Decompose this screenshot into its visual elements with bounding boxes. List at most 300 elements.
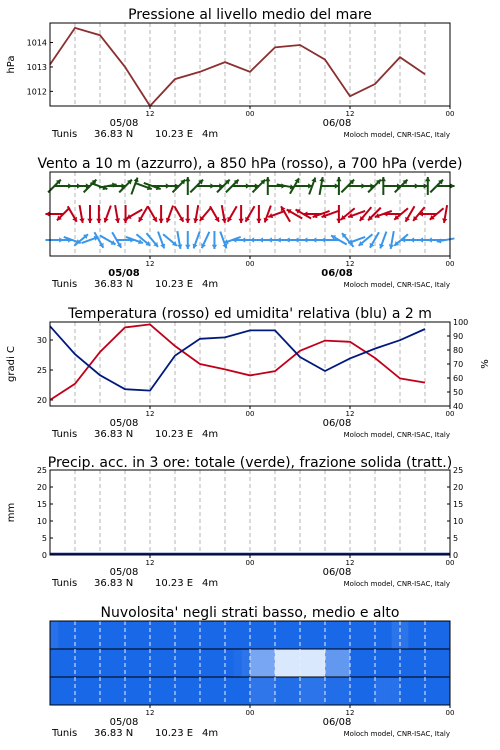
y-tick-label: 1014 — [26, 38, 47, 48]
cloud-cell-alto — [108, 621, 117, 649]
time-tick-label: 00 — [245, 410, 255, 418]
panel-title: Nuvolosita' negli strati basso, medio e alto — [100, 605, 400, 621]
cloud-cell-alto — [400, 621, 409, 649]
arrow-head — [256, 219, 261, 223]
wind-10m-arrow — [185, 231, 190, 249]
location-lat: 36.83 N — [94, 429, 134, 440]
cloud-cell-medio — [383, 649, 392, 677]
arrow-head — [259, 237, 263, 242]
cloud-cell-medio — [342, 649, 351, 677]
cloud-cell-basso — [275, 677, 284, 705]
time-tick-label: 12 — [145, 410, 155, 418]
cloud-cell-medio — [292, 649, 301, 677]
cloud-cell-medio — [142, 649, 151, 677]
y-axis-label: hPa — [6, 55, 17, 74]
cloud-cell-medio — [100, 649, 109, 677]
arrow-head — [294, 237, 298, 242]
cloud-cell-alto — [100, 621, 109, 649]
cloud-cell-alto — [392, 621, 401, 649]
cloud-cell-medio — [58, 649, 67, 677]
cloud-cell-alto — [50, 621, 59, 649]
location-lon: 10.23 E — [155, 429, 194, 440]
y-tick-label: 25 — [36, 366, 47, 375]
wind-850hpa-arrow — [200, 207, 212, 221]
cloud-cell-alto — [217, 621, 226, 649]
y-right-tick-label: 0 — [453, 551, 459, 560]
time-tick-label: 00 — [245, 559, 255, 567]
cloud-cell-basso — [408, 677, 417, 705]
time-tick-label: 00 — [245, 709, 255, 717]
wind-700hpa-arrow — [294, 183, 312, 188]
arrow-head — [45, 211, 49, 216]
y-tick-label: 1012 — [26, 87, 47, 97]
cloud-cell-basso — [233, 677, 242, 705]
wind-10m-arrow — [342, 233, 354, 247]
arrow-head — [185, 177, 190, 181]
cloud-cell-medio — [258, 649, 267, 677]
cloud-cell-alto — [58, 621, 67, 649]
location-lat: 36.83 N — [94, 279, 134, 290]
cloud-cell-basso — [383, 677, 392, 705]
wind-850hpa-arrow — [87, 205, 92, 223]
y-right-tick-label: 70 — [453, 360, 464, 369]
time-tick-label: 12 — [345, 709, 355, 717]
wind-850hpa-arrow — [158, 205, 163, 223]
arrow-head — [212, 245, 217, 249]
time-tick-label: 00 — [445, 559, 455, 567]
date-label: 06/08 — [322, 418, 352, 429]
cloud-cell-alto — [92, 621, 101, 649]
cloud-cell-alto — [225, 621, 234, 649]
y-right-tick-label: 60 — [453, 374, 464, 383]
time-tick-label: 12 — [145, 110, 155, 118]
cloud-cell-basso — [242, 677, 251, 705]
arrow-head — [336, 177, 341, 181]
y-right-tick-label: 10 — [453, 517, 464, 526]
cloud-cell-basso — [283, 677, 292, 705]
arrow-head — [158, 219, 163, 223]
cloud-cell-medio — [242, 649, 251, 677]
wind-850hpa-arrow — [341, 208, 355, 220]
cloud-cell-alto — [283, 621, 292, 649]
arrow-head — [250, 237, 254, 242]
cloud-cell-basso — [392, 677, 401, 705]
wind-850hpa-arrow — [256, 205, 261, 223]
date-label: 05/08 — [109, 118, 139, 129]
pressure-line — [50, 28, 425, 106]
cloud-cell-basso — [250, 677, 259, 705]
cloud-cell-basso — [142, 677, 151, 705]
arrow-head — [425, 177, 430, 181]
cloud-cell-basso — [417, 677, 426, 705]
cloud-cell-alto — [75, 621, 84, 649]
cloud-cell-basso — [325, 677, 334, 705]
cloud-cell-basso — [400, 677, 409, 705]
arrow-head — [303, 237, 307, 242]
humidity-line — [50, 326, 425, 390]
y-right-tick-label: 15 — [453, 500, 464, 509]
cloud-cell-basso — [183, 677, 192, 705]
cloud-cell-basso — [58, 677, 67, 705]
cloud-cell-basso — [125, 677, 134, 705]
cloud-cell-medio — [325, 649, 334, 677]
y-right-tick-label: 25 — [453, 466, 464, 475]
location-name: Tunis — [52, 429, 78, 440]
source-credit: Moloch model, CNR-ISAC, Italy — [343, 580, 450, 588]
cloud-cell-medio — [333, 649, 342, 677]
cloud-cell-alto — [242, 621, 251, 649]
wind-10m-arrow — [389, 231, 394, 249]
wind-850hpa-arrow — [185, 205, 190, 223]
cloud-cell-alto — [175, 621, 184, 649]
arrow-head — [285, 237, 289, 242]
wind-850hpa-arrow — [123, 205, 128, 223]
cloud-cell-medio — [442, 649, 451, 677]
cloud-cell-medio — [358, 649, 367, 677]
y-tick-label: 10 — [36, 517, 47, 526]
wind-10m-arrow — [193, 232, 200, 249]
cloud-cell-alto — [317, 621, 326, 649]
location-lon: 10.23 E — [155, 279, 194, 290]
arrow-head — [232, 237, 236, 242]
cloud-cell-medio — [400, 649, 409, 677]
cloud-cell-medio — [250, 649, 259, 677]
wind-700hpa-arrow — [185, 177, 190, 195]
y-tick-label: 30 — [36, 336, 47, 345]
cloud-cell-medio — [392, 649, 401, 677]
arrow-head — [96, 219, 101, 223]
cloud-cell-alto — [133, 621, 142, 649]
wind-850hpa-arrow — [281, 206, 290, 222]
cloud-cell-medio — [308, 649, 317, 677]
y-right-tick-label: 5 — [453, 534, 459, 543]
cloud-cell-medio — [150, 649, 159, 677]
cloud-cell-basso — [425, 677, 434, 705]
cloud-cell-medio — [425, 649, 434, 677]
y-tick-label: 5 — [41, 534, 47, 543]
panel-title: Vento a 10 m (azzurro), a 850 hPa (rosso), a 700 hPa (verde) — [37, 156, 463, 172]
cloud-cell-alto — [300, 621, 309, 649]
wind-850hpa-arrow — [210, 206, 219, 222]
date-label: 05/08 — [109, 418, 139, 429]
cloud-cell-medio — [92, 649, 101, 677]
cloud-cell-alto — [142, 621, 151, 649]
arrow-head — [265, 177, 270, 181]
date-label: 06/08 — [322, 118, 352, 129]
time-tick-label: 00 — [445, 110, 455, 118]
cloud-cell-basso — [83, 677, 92, 705]
location-name: Tunis — [52, 129, 78, 140]
location-alt: 4m — [202, 578, 219, 589]
wind-850hpa-arrow — [336, 205, 341, 223]
y-tick-label: 25 — [36, 466, 47, 475]
arrow-head — [428, 237, 432, 242]
cloud-cell-alto — [167, 621, 176, 649]
wind-10m-arrow — [212, 231, 217, 249]
cloud-cell-alto — [183, 621, 192, 649]
cloud-cell-basso — [300, 677, 309, 705]
y-right-tick-label: 100 — [453, 318, 469, 327]
date-label: 06/08 — [322, 717, 352, 728]
wind-850hpa-arrow — [79, 205, 84, 223]
y-right-axis-label: % — [480, 359, 491, 369]
time-tick-label: 12 — [345, 110, 355, 118]
y-tick-label: 15 — [36, 500, 47, 509]
cloud-cell-basso — [225, 677, 234, 705]
cloud-cell-basso — [167, 677, 176, 705]
cloud-cell-medio — [67, 649, 76, 677]
cloud-cell-basso — [358, 677, 367, 705]
cloud-cell-basso — [92, 677, 101, 705]
source-credit: Moloch model, CNR-ISAC, Italy — [343, 281, 450, 289]
time-tick-label: 12 — [345, 410, 355, 418]
location-alt: 4m — [202, 129, 219, 140]
cloud-cell-medio — [158, 649, 167, 677]
cloud-cell-medio — [108, 649, 117, 677]
arrow-head — [321, 237, 325, 242]
cloud-cell-basso — [158, 677, 167, 705]
cloud-cell-basso — [350, 677, 359, 705]
cloud-cell-basso — [375, 677, 384, 705]
cloud-cell-alto — [250, 621, 259, 649]
cloud-cell-medio — [350, 649, 359, 677]
cloud-cell-alto — [292, 621, 301, 649]
cloud-cell-basso — [367, 677, 376, 705]
cloud-cell-alto — [308, 621, 317, 649]
cloud-cell-alto — [150, 621, 159, 649]
cloud-cell-medio — [417, 649, 426, 677]
wind-850hpa-arrow — [222, 205, 227, 223]
wind-10m-arrow — [437, 238, 455, 243]
y-tick-label: 1013 — [26, 62, 47, 72]
cloud-cell-alto — [408, 621, 417, 649]
location-alt: 4m — [202, 429, 219, 440]
cloud-cell-medio — [367, 649, 376, 677]
time-tick-label: 12 — [145, 709, 155, 717]
cloud-cell-alto — [258, 621, 267, 649]
cloud-cell-medio — [408, 649, 417, 677]
wind-850hpa-arrow — [264, 206, 271, 223]
cloud-cell-medio — [225, 649, 234, 677]
cloud-cell-medio — [167, 649, 176, 677]
cloud-cell-alto — [125, 621, 134, 649]
cloud-cell-medio — [133, 649, 142, 677]
cloud-cell-alto — [192, 621, 201, 649]
time-tick-label: 00 — [445, 260, 455, 268]
cloud-cell-alto — [208, 621, 217, 649]
y-right-tick-label: 90 — [453, 332, 464, 341]
arrow-head — [185, 245, 190, 249]
date-label: 05/08 — [109, 567, 139, 578]
arrow-head — [381, 177, 386, 181]
arrow-head — [312, 237, 316, 242]
wind-10m-arrow — [74, 234, 88, 246]
cloud-cell-medio — [175, 649, 184, 677]
wind-10m-arrow — [100, 236, 116, 245]
arrow-head — [450, 183, 454, 188]
time-tick-label: 00 — [445, 709, 455, 717]
location-alt: 4m — [202, 728, 219, 739]
location-name: Tunis — [52, 728, 78, 739]
wind-850hpa-arrow — [96, 205, 101, 223]
cloud-cell-medio — [375, 649, 384, 677]
cloud-cell-alto — [233, 621, 242, 649]
cloud-cell-alto — [200, 621, 209, 649]
cloud-cell-basso — [200, 677, 209, 705]
time-tick-label: 12 — [345, 260, 355, 268]
cloud-cell-basso — [150, 677, 159, 705]
cloud-cell-alto — [117, 621, 126, 649]
cloud-cell-basso — [50, 677, 59, 705]
wind-700hpa-arrow — [321, 183, 339, 188]
location-name: Tunis — [52, 578, 78, 589]
cloud-cell-alto — [342, 621, 351, 649]
wind-10m-arrow — [201, 232, 209, 248]
cloud-cell-alto — [83, 621, 92, 649]
cloud-cell-medio — [267, 649, 276, 677]
cloud-cell-medio — [233, 649, 242, 677]
wind-850hpa-arrow — [174, 206, 183, 222]
cloud-cell-basso — [208, 677, 217, 705]
date-label: 05/08 — [109, 717, 139, 728]
cloud-cell-basso — [267, 677, 276, 705]
wind-850hpa-arrow — [68, 206, 77, 222]
wind-10m-arrow — [379, 232, 386, 249]
cloud-cell-alto — [417, 621, 426, 649]
arrow-head — [87, 219, 92, 223]
cloud-cell-basso — [217, 677, 226, 705]
cloud-cell-basso — [342, 677, 351, 705]
cloud-cell-basso — [75, 677, 84, 705]
wind-10m-arrow — [177, 231, 182, 249]
cloud-cell-medio — [125, 649, 134, 677]
cloud-cell-medio — [317, 649, 326, 677]
cloud-cell-alto — [425, 621, 434, 649]
wind-700hpa-arrow — [131, 178, 138, 195]
time-tick-label: 00 — [245, 260, 255, 268]
panel-title: Pressione al livello medio del mare — [128, 7, 372, 23]
wind-850hpa-arrow — [115, 205, 120, 223]
y-tick-label: 0 — [41, 551, 47, 560]
wind-850hpa-arrow — [268, 211, 285, 218]
arrow-head — [123, 219, 128, 223]
cloud-cell-medio — [50, 649, 59, 677]
location-alt: 4m — [202, 279, 219, 290]
cloud-cell-basso — [292, 677, 301, 705]
arrow-head — [268, 237, 272, 242]
cloud-cell-alto — [275, 621, 284, 649]
location-lon: 10.23 E — [155, 728, 194, 739]
time-tick-label: 00 — [245, 110, 255, 118]
arrow-head — [410, 237, 414, 242]
cloud-cell-medio — [208, 649, 217, 677]
cloud-cell-alto — [442, 621, 451, 649]
arrow-head — [383, 211, 387, 216]
time-tick-label: 12 — [145, 260, 155, 268]
date-label: 06/08 — [321, 268, 353, 279]
cloud-cell-alto — [367, 621, 376, 649]
y-tick-label: 20 — [36, 396, 47, 405]
wind-850hpa-arrow — [139, 206, 148, 222]
cloud-cell-medio — [117, 649, 126, 677]
cloud-cell-alto — [325, 621, 334, 649]
arrow-head — [185, 219, 190, 223]
cloud-cell-basso — [117, 677, 126, 705]
location-lon: 10.23 E — [155, 578, 194, 589]
source-credit: Moloch model, CNR-ISAC, Italy — [343, 730, 450, 738]
source-credit: Moloch model, CNR-ISAC, Italy — [343, 431, 450, 439]
cloud-cell-medio — [75, 649, 84, 677]
location-name: Tunis — [52, 279, 78, 290]
cloud-cell-medio — [300, 649, 309, 677]
cloud-cell-medio — [217, 649, 226, 677]
cloud-cell-basso — [333, 677, 342, 705]
cloud-cell-alto — [433, 621, 442, 649]
cloud-cell-medio — [275, 649, 284, 677]
cloud-cell-basso — [192, 677, 201, 705]
cloud-cell-alto — [358, 621, 367, 649]
date-label: 05/08 — [108, 268, 140, 279]
cloud-cell-basso — [433, 677, 442, 705]
cloud-cell-alto — [333, 621, 342, 649]
y-axis-label: gradi C — [6, 346, 17, 382]
cloud-cell-basso — [442, 677, 451, 705]
cloud-cell-basso — [317, 677, 326, 705]
cloud-cell-basso — [67, 677, 76, 705]
cloud-cell-medio — [192, 649, 201, 677]
cloud-cell-basso — [133, 677, 142, 705]
cloud-cell-alto — [67, 621, 76, 649]
cloud-cell-alto — [158, 621, 167, 649]
location-lat: 36.83 N — [94, 129, 134, 140]
cloud-cell-medio — [83, 649, 92, 677]
cloud-cell-basso — [258, 677, 267, 705]
y-right-tick-label: 50 — [453, 388, 464, 397]
time-tick-label: 00 — [445, 410, 455, 418]
y-right-tick-label: 80 — [453, 346, 464, 355]
cloud-cell-basso — [100, 677, 109, 705]
wind-850hpa-arrow — [193, 205, 198, 223]
cloud-cell-basso — [175, 677, 184, 705]
arrow-head — [238, 219, 243, 223]
wind-850hpa-arrow — [238, 205, 243, 223]
wind-850hpa-arrow — [228, 206, 237, 222]
y-tick-label: 20 — [36, 483, 47, 492]
cloud-cell-medio — [433, 649, 442, 677]
panel-title: Temperatura (rosso) ed umidita' relativa (blu) a 2 m — [68, 306, 432, 322]
wind-850hpa-arrow — [104, 206, 111, 223]
temperature-line — [50, 324, 425, 400]
cloud-cell-alto — [350, 621, 359, 649]
cloud-cell-alto — [383, 621, 392, 649]
time-tick-label: 12 — [145, 559, 155, 567]
y-right-tick-label: 40 — [453, 402, 464, 411]
date-label: 06/08 — [322, 567, 352, 578]
source-credit: Moloch model, CNR-ISAC, Italy — [343, 131, 450, 139]
location-lon: 10.23 E — [155, 129, 194, 140]
location-lat: 36.83 N — [94, 728, 134, 739]
cloud-cell-medio — [283, 649, 292, 677]
cloud-cell-basso — [308, 677, 317, 705]
y-right-tick-label: 20 — [453, 483, 464, 492]
y-axis-label: mm — [6, 502, 17, 523]
arrow-head — [277, 237, 281, 242]
wind-850hpa-arrow — [127, 210, 143, 219]
cloud-cell-medio — [200, 649, 209, 677]
location-lat: 36.83 N — [94, 578, 134, 589]
cloud-cell-medio — [183, 649, 192, 677]
time-tick-label: 12 — [345, 559, 355, 567]
